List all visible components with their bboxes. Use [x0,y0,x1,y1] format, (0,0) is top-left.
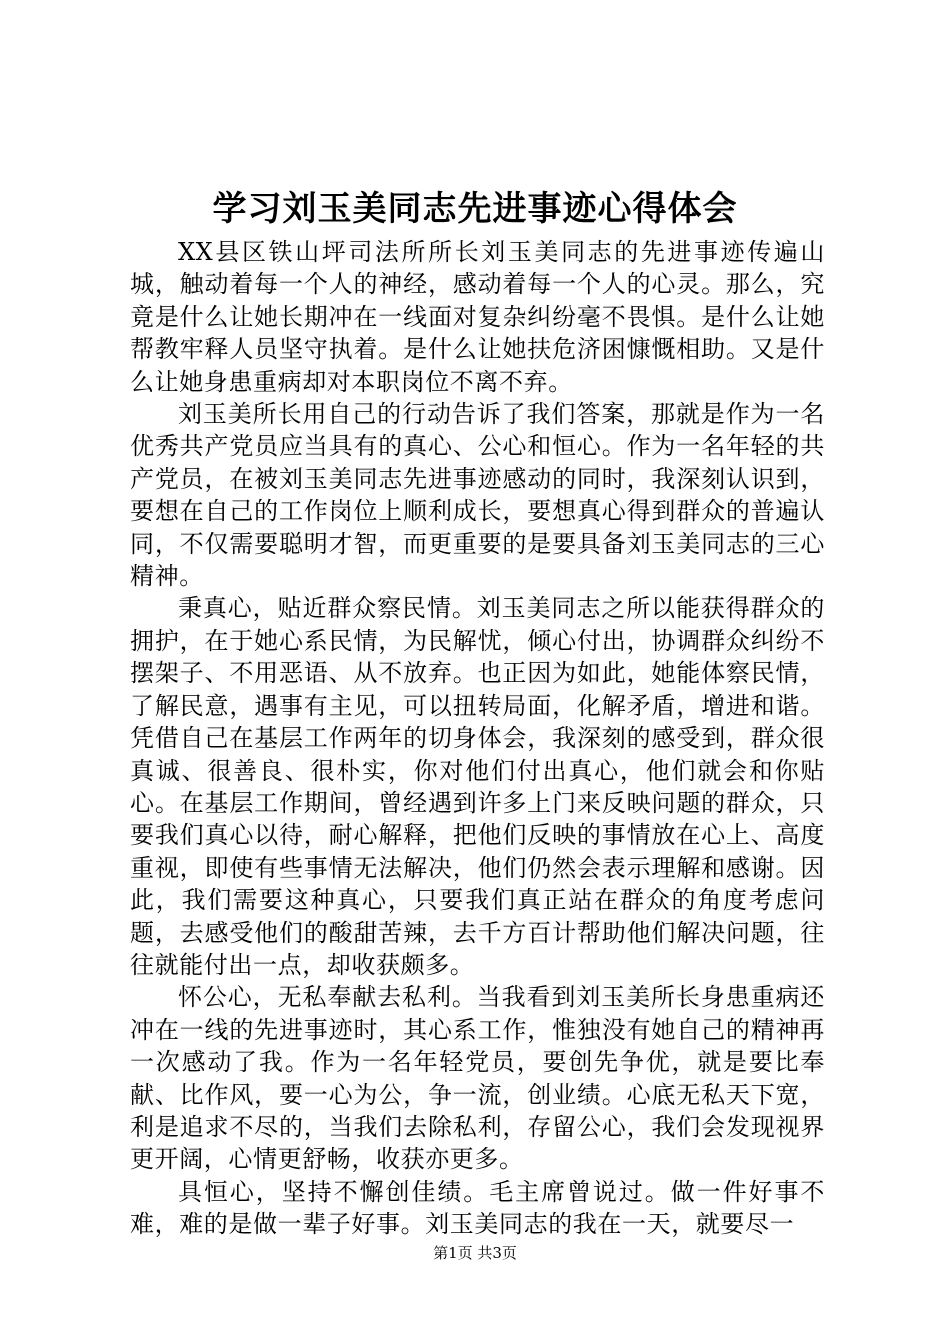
paragraph: 怀公心，无私奉献去私利。当我看到刘玉美所长身患重病还冲在一线的先进事迹时，其心系工作，惟独没有她自己的精神再一次感动了我。作为一名年轻党员，要创先争优，就是要比奉献、比作风，要一心为公，争一流，创业绩。心底无私天下宽，利是追求不尽的，当我们去除私利，存留公心，我们会发现视界更开阔，心情更舒畅，收获亦更多。 [130,983,825,1174]
page-footer: 第1页 共3页 [433,1244,517,1262]
paragraph: 刘玉美所长用自己的行动告诉了我们答案，那就是作为一名优秀共产党员应当具有的真心、公心和恒心。作为一名年轻的共产党员，在被刘玉美同志先进事迹感动的同时，我深刻认识到，要想在自己的工作岗位上顺利成长，要想真心得到群众的普遍认同，不仅需要聪明才智，而更重要的是要具备刘玉美同志的三心精神。 [130,400,825,591]
paragraph: XX县区铁山坪司法所所长刘玉美同志的先进事迹传遍山城，触动着每一个人的神经，感动着每一个人的心灵。那么，究竟是什么让她长期冲在一线面对复杂纠纷毫不畏惧。是什么让她帮教牢释人员坚守执着。是什么让她扶危济困慷慨相助。又是什么让她身患重病却对本职岗位不离不弃。 [130,238,825,396]
document-title: 学习刘玉美同志先进事迹心得体会 [212,189,738,229]
paragraph: 秉真心，贴近群众察民情。刘玉美同志之所以能获得群众的拥护，在于她心系民情，为民解忧，倾心付出，协调群众纠纷不摆架子、不用恶语、从不放弃。也正因为如此，她能体察民情，了解民意，遇事有主见，可以扭转局面，化解矛盾，增进和谐。凭借自己在基层工作两年的切身体会，我深刻的感受到，群众很真诚、很善良、很朴实，你对他们付出真心，他们就会和你贴心。在基层工作期间，曾经遇到许多上门来反映问题的群众，只要我们真心以待，耐心解释，把他们反映的事情放在心上、高度重视，即使有些事情无法解决，他们仍然会表示理解和感谢。因此，我们需要这种真心，只要我们真正站在群众的角度考虑问题，去感受他们的酸甜苦辣，去千方百计帮助他们解决问题，往往就能付出一点，却收获颇多。 [130,594,825,979]
document-body [130,236,825,1241]
paragraph: 具恒心，坚持不懈创佳绩。毛主席曾说过。做一件好事不难，难的是做一辈子好事。刘玉美同志的我在一天，就要尽一 [130,1177,825,1239]
